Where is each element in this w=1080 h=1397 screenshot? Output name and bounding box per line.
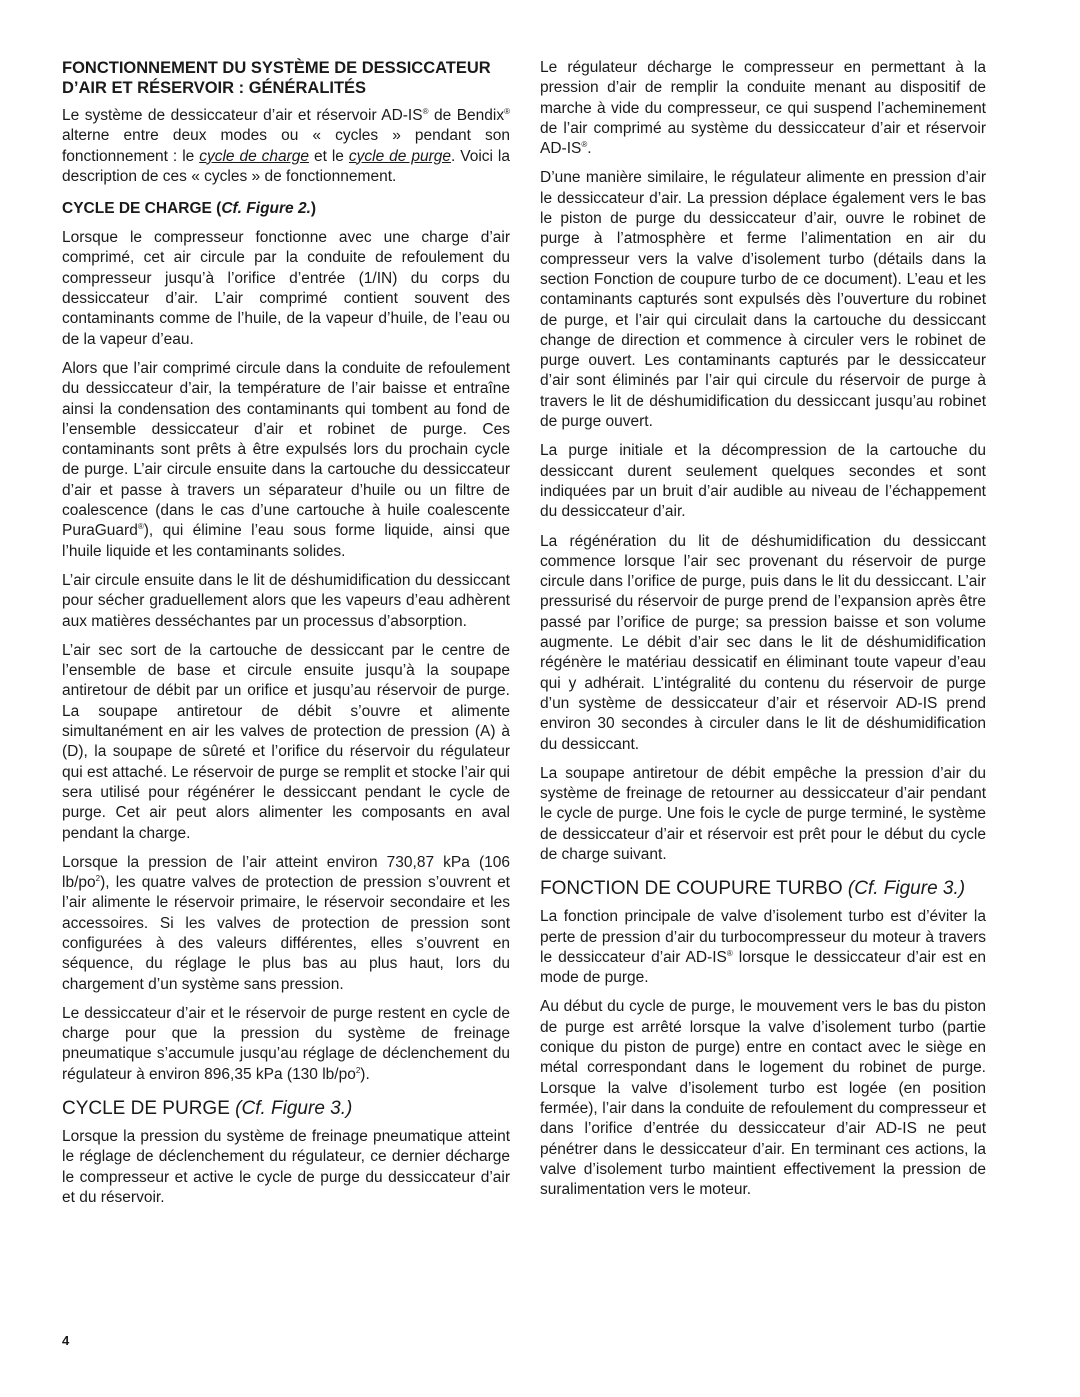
- text-run: et le: [309, 147, 349, 165]
- purge-cycle-heading: [62, 1097, 510, 1121]
- main-heading-line1: FONCTIONNEMENT DU SYSTÈME DE DESSICCATEUR: [62, 59, 491, 77]
- text-run: . Voici la description de ces « cycles » de fonctionnement.: [62, 147, 510, 185]
- cycle-de-purge-link[interactable]: cycle de purge: [348, 147, 451, 165]
- cycle-de-charge-link[interactable]: cycle de charge: [199, 147, 310, 165]
- paragraph: Au début du cycle de purge, le mouvement vers le bas du piston de purge est arrêté lorsque la valve d’isolement turbo (partie conique du piston de purge) entre en contact avec le siège en métal correspondant dans le logement du robinet de purge. Lorsque la valve d’isolement turbo est logée (en position fermée), l’air dans la conduite de refoulement du compresseur et dans l’orifice d’entrée du dessiccateur d’air AD-IS ne peut pénétrer dans le dessiccateur d’air. En terminant ces actions, la valve d’isolement turbo maintient effectivement la pression de suralimentation vers le moteur.: [540, 998, 986, 1199]
- text-run: Le dessiccateur d’air et le réservoir de purge restent en cycle de charge pour que la pression du système de freinage pneumatique s’accumule jusqu’au réglage de déclenchement du régulateur à environ 896,35 kPa (130 lb/po: [62, 1004, 510, 1083]
- text-run: FONCTION DE COUPURE TURBO: [540, 878, 848, 900]
- text-run: CYCLE DE CHARGE (: [62, 200, 222, 218]
- text-run: ): [310, 200, 317, 218]
- main-heading-line2: D’AIR ET RÉSERVOIR : GÉNÉRALITÉS: [62, 79, 367, 97]
- main-heading: [62, 58, 510, 98]
- figure-reference: Cf. Figure 2.: [221, 200, 311, 218]
- text-run: Alors que l’air comprimé circule dans la conduite de refoulement du dessiccateur d’air, la température de l’air baisse et entraîne ainsi la condensation des contaminants qui tombent au fond de l’ensemble dessiccateur d’air et robinet de purge. Ces contaminants sont prêts à être expulsés lors du prochain cycle de purge. L’air circule ensuite dans la cartouche du dessiccateur d’air et passe à travers un séparateur d’huile ou un filtre de coalescence (dans le cas d’une cartouche à huile coalescente PuraGuard: [62, 359, 510, 540]
- paragraph: [62, 853, 510, 995]
- right-column: [540, 58, 986, 1209]
- paragraph: L’air sec sort de la cartouche de dessiccant par le centre de l’ensemble de base et circule ensuite jusqu’à la soupape antiretour de débit par un orifice et jusqu’au réservoir de purge. La soupape antiretour de débit s’ouvre et alimente simultanément en air les valves de protection de pression (A) à (D), la soupape de sûreté et l’orifice du réservoir du régulateur qui est attaché. Le réservoir de purge se remplit et stocke l’air qui sera utilisé pour régénérer le dessiccant pendant le cycle de purge. Cet air peut alors alimenter les composants en aval pendant la charge.: [62, 641, 511, 842]
- turbo-cutoff-heading: [540, 877, 986, 901]
- paragraph: La soupape antiretour de débit empêche la pression d’air du système de freinage de retourner au dessiccateur d’air pendant le cycle de purge. Une fois le cycle de purge terminé, le système de dessiccateur d’air et réservoir est prêt pour le début du cycle de charge suivant.: [540, 764, 986, 863]
- charge-cycle-heading: [62, 199, 510, 219]
- paragraph: Lorsque le compresseur fonctionne avec une charge d’air comprimé, cet air circule par la conduite de refoulement du compresseur jusqu’à l’orifice d’entrée (1/IN) du corps du dessiccateur d’air. L’air comprimé contient souvent des contaminants comme de l’huile, de la vapeur d’huile, de l’eau ou de la vapeur d’eau.: [62, 229, 510, 348]
- text-run: ).: [360, 1065, 370, 1083]
- registered-mark: ®: [504, 106, 510, 116]
- paragraph: [62, 359, 510, 562]
- paragraph: [540, 58, 986, 159]
- text-run: CYCLE DE PURGE: [62, 1098, 236, 1120]
- registered-mark: ®: [581, 140, 588, 150]
- registered-mark: ®: [422, 106, 429, 116]
- paragraph: [540, 907, 986, 988]
- paragraph: La purge initiale et la décompression de la cartouche du dessiccant durent seulement quelques secondes et sont indiquées par un bruit d’air audible au niveau de l’échappement du dessiccateur d’air.: [540, 442, 986, 521]
- text-run: ), les quatre valves de protection de pression s’ouvrent et l’air alimente le réservoir primaire, le réservoir secondaire et les accessoires. Si les valves de protection de pression sont configurées à des valeurs différentes, elles s’ouvrent en séquence, du réglage le plus bas au plus haut, lors du chargement d’un système sans pression.: [62, 874, 510, 993]
- text-run: Lorsque la pression de l’air atteint environ 730,87 kPa (106 lb/po: [62, 853, 510, 892]
- text-run: lorsque le dessiccateur d’air est en mode de purge.: [540, 948, 986, 987]
- text-run: Le régulateur décharge le compresseur en permettant à la pression d’air de remplir la conduite menant au dispositif de marche à vide du compresseur, ce qui suspend l’acheminement de l’air comprimé au système du dessiccateur d’air et réservoir AD-IS: [540, 59, 986, 158]
- text-run: ), qui élimine l’eau sous forme liquide, ainsi que l’huile liquide et les contaminants solides.: [62, 522, 510, 560]
- text-run: alterne entre deux modes ou « cycles » pendant son fonctionnement : le: [62, 127, 510, 165]
- left-column: [62, 58, 510, 1217]
- text-run: de Bendix: [428, 107, 505, 124]
- figure-reference: (Cf. Figure 3.): [847, 878, 966, 900]
- text-run: .: [587, 140, 592, 158]
- paragraph: La régénération du lit de déshumidification du dessiccant commence lorsque l’air sec provenant du réservoir de purge circule dans l’orifice de purge, puis dans le lit du dessiccant. L’air pressurisé du réservoir de purge prend de l’expansion après être passé par l’orifice de purge; sa pression baisse et son volume augmente. Le débit d’air sec dans le lit de déshumidification régénère le matériau dessicatif en éliminant toute vapeur d’eau qui y adhérait. L’intégralité du contenu du réservoir de purge d’un système de dessiccateur d’air et réservoir AD-IS prend environ 30 secondes à circuler dans le lit de déshumidification du dessiccant.: [540, 532, 986, 753]
- figure-reference: (Cf. Figure 3.): [235, 1098, 353, 1120]
- registered-mark: ®: [726, 948, 733, 958]
- superscript: 2: [95, 873, 101, 883]
- superscript: 2: [355, 1065, 361, 1075]
- paragraph: L’air circule ensuite dans le lit de déshumidification du dessiccant pour sécher graduellement alors que les vapeurs d’eau adhèrent aux matières desséchantes par un processus d’absorption.: [62, 571, 510, 630]
- intro-paragraph: [62, 106, 510, 187]
- page-number: 4: [62, 1333, 70, 1348]
- text-run: La fonction principale de valve d’isolement turbo est d’éviter la perte de pression d’air du turbocompresseur du moteur à travers le dessiccateur d’air AD-IS: [540, 908, 986, 966]
- paragraph: Lorsque la pression du système de freinage pneumatique atteint le réglage de déclenchement du régulateur, ce dernier décharge le compresseur et active le cycle de purge du dessiccateur d’air et du réservoir.: [62, 1128, 510, 1206]
- paragraph: D’une manière similaire, le régulateur alimente en pression d’air le dessiccateur d’air. La pression déplace également vers le bas le piston de purge du dessiccateur d’air, ouvre le robinet de purge à l’atmosphère et ferme l’alimentation en air du compresseur vers la valve d’isolement turbo (détails dans la section Fonction de coupure turbo de ce document). L’eau et les contaminants capturés sont expulsés dès l’ouverture du robinet de purge, et l’air qui circulait dans la cartouche du dessiccant change de direction et commence à circuler vers le robinet de purge ouvert. Les contaminants capturés par le dessiccateur d’air sont éliminés par l’air qui circule du réservoir de purge à travers le lit de déshumidification du dessiccant jusqu’au robinet de purge ouvert.: [540, 169, 986, 431]
- text-run: Le système de dessiccateur d’air et réservoir AD-IS: [62, 107, 423, 124]
- paragraph: [62, 1004, 510, 1085]
- registered-mark: ®: [137, 522, 144, 532]
